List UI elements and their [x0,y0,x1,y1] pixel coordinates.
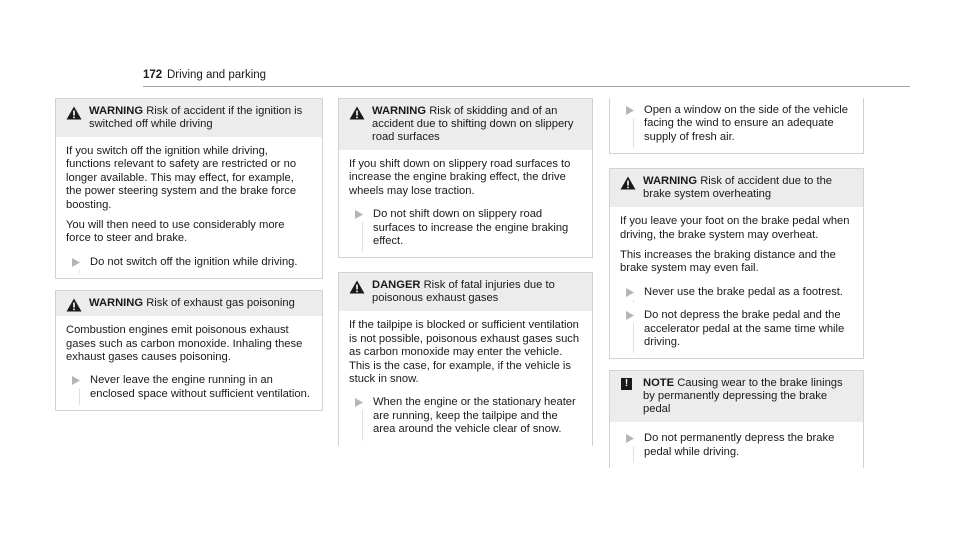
step-bar [79,270,80,273]
warning-title: Risk of exhaust gas poisoning [146,297,295,310]
warning-title: Risk of skidding and of an accident due to shifting down on slippery road surfaces [372,105,574,143]
signal-word: NOTE [643,377,675,390]
step-text: Do not depress the brake pedal and the accelerator pedal at the same time while driving. [644,309,845,349]
step-text: Never use the brake pedal as a footrest. [644,285,844,298]
instruction-step [349,396,582,436]
danger-body-continued [610,98,863,153]
instruction-step [66,374,312,401]
warning-triangle-icon [66,106,82,120]
column-2 [338,98,593,457]
step-bar [633,118,634,148]
danger-title: Risk of fatal injuries due to poisonous exhaust gases [372,279,555,305]
paragraph: If you shift down on slippery road surfaces to increase the engine braking effect, the drive wheels may lose traction. [349,158,571,197]
warning-triangle-icon [66,298,82,312]
paragraph: If you leave your foot on the brake pedal when driving, the brake system may overheat. [620,215,850,241]
note-title: Causing wear to the brake linings by permanently depressing the brake pedal [643,377,843,416]
step-arrow-icon [626,311,634,320]
page-number: 172 [143,69,163,81]
warning-body [56,316,322,410]
danger-box-exhaust [338,272,593,445]
danger-box-continued [609,98,864,154]
step-arrow-icon [626,106,634,115]
paragraph: If you switch off the ignition while driving, functions relevant to safety are restricted or no longer available. This may effect, for example, the power steering system and the brake force boosting. [66,145,297,211]
step-text: When the engine or the stationary heater are running, keep the tailpipe and the area around the vehicle clear of snow. [373,396,576,436]
signal-word: WARNING [643,175,698,188]
warning-box-ignition [55,98,323,279]
instruction-step [620,286,853,299]
warning-title: Risk of accident due to the brake system overheating [643,175,833,201]
paragraph: This increases the braking distance and the brake system may even fail. [620,249,836,275]
warning-box-skidding [338,98,593,258]
signal-word: WARNING [89,297,144,310]
step-text: Never leave the engine running in an enclosed space without sufficient ventilation. [90,374,310,400]
step-bar [633,323,634,353]
signal-word: DANGER [372,279,421,292]
warning-box-brake-overheat [609,168,864,359]
step-bar [633,446,634,463]
warning-header [339,99,592,150]
column-3 [609,98,864,479]
instruction-step [620,309,853,349]
danger-header [339,273,592,311]
column-1 [55,98,323,422]
instruction-step [66,256,312,269]
warning-body [56,137,322,278]
page-header [143,66,910,86]
step-arrow-icon [72,258,80,267]
step-text: Do not switch off the ignition while driving. [90,255,298,268]
warning-box-exhaust [55,290,323,411]
warning-header [56,99,322,137]
warning-body [339,150,592,257]
step-text: Do not permanently depress the brake pedal while driving. [644,432,835,458]
warning-triangle-icon [620,176,636,190]
signal-word: WARNING [89,105,144,117]
step-bar [79,388,80,405]
step-arrow-icon [72,376,80,385]
step-bar [362,410,363,440]
header-divider [143,86,910,87]
signal-word: WARNING [372,105,427,117]
instruction-step [620,104,853,144]
instruction-step [620,432,853,459]
warning-triangle-icon [349,280,365,294]
paragraph: If the tailpipe is blocked or sufficient ventilation is not possible, poisonous exhaust gases such as carbon monoxide may enter the vehicle. This is the case, for example, if the vehicle is stuck in snow. [349,319,580,386]
notice-icon: ! [621,378,632,390]
step-bar [633,300,634,303]
danger-body [339,311,592,445]
paragraph: You will then need to use considerably more force to steer and brake. [66,219,285,245]
instruction-step [349,208,582,248]
warning-title: Risk of accident if the ignition is switched off while driving [89,105,303,130]
warning-header [56,291,322,316]
step-text: Open a window on the side of the vehicle facing the wind to ensure an adequate supply of fresh air. [644,104,848,143]
note-box-brake-linings [609,370,864,468]
step-arrow-icon [355,210,363,219]
warning-body [610,207,863,358]
step-bar [362,222,363,252]
note-header [610,371,863,422]
note-body [610,422,863,468]
section-title: Driving and parking [167,69,267,81]
step-arrow-icon [626,288,634,297]
step-text: Do not shift down on slippery road surfaces to increase the engine braking effect. [373,208,569,248]
paragraph: Combustion engines emit poisonous exhaust gases such as carbon monoxide. Inhaling these exhaust gases causes poisoning. [66,324,303,364]
warning-triangle-icon [349,106,365,120]
step-arrow-icon [355,398,363,407]
warning-header [610,169,863,207]
step-arrow-icon [626,434,634,443]
